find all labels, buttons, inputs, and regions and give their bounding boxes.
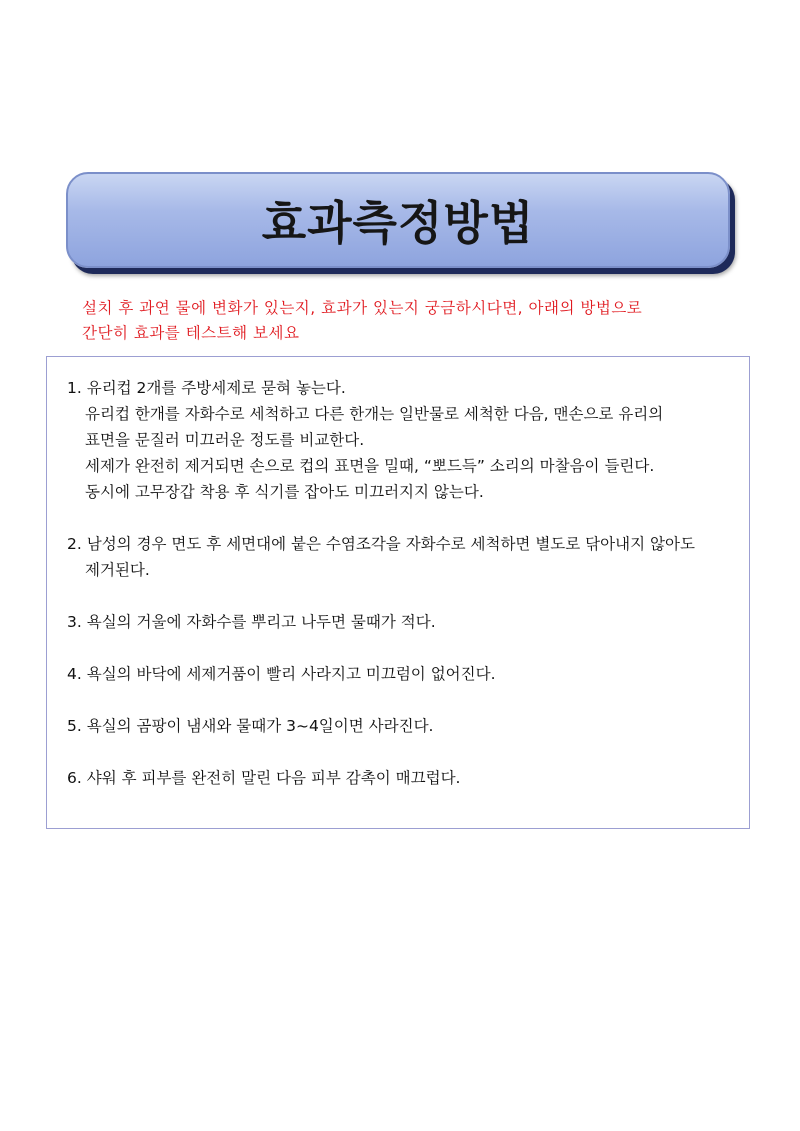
steps-box <box>46 356 750 829</box>
page-title: 효과측정방법 <box>261 196 535 250</box>
step-line: 6. 샤워 후 피부를 완전히 말린 다음 피부 감촉이 매끄럽다. <box>67 769 461 787</box>
step-5 <box>67 713 729 739</box>
intro-line-2: 간단히 효과를 테스트해 보세요 <box>82 324 300 342</box>
step-line: 세제가 완전히 제거되면 손으로 컵의 표면을 밀때, “뽀드득” 소리의 마찰음이 들린다. <box>85 457 655 475</box>
step-line: 제거된다. <box>85 561 150 579</box>
step-line: 1. 유리컵 2개를 주방세제로 묻혀 놓는다. <box>67 379 346 397</box>
step-line: 2. 남성의 경우 면도 후 세면대에 붙은 수염조각을 자화수로 세척하면 별도로 닦아내지 않아도 <box>67 535 695 553</box>
step-1 <box>67 375 729 505</box>
title-banner <box>66 172 730 268</box>
intro-text <box>82 296 722 346</box>
step-line: 동시에 고무장갑 착용 후 식기를 잡아도 미끄러지지 않는다. <box>85 483 484 501</box>
step-line: 3. 욕실의 거울에 자화수를 뿌리고 나두면 물때가 적다. <box>67 613 436 631</box>
step-2 <box>67 531 729 583</box>
step-6 <box>67 765 729 791</box>
step-line: 5. 욕실의 곰팡이 냄새와 물때가 3~4일이면 사라진다. <box>67 717 434 735</box>
step-line: 4. 욕실의 바닥에 세제거품이 빨리 사라지고 미끄럼이 없어진다. <box>67 665 496 683</box>
intro-line-1: 설치 후 과연 물에 변화가 있는지, 효과가 있는지 궁금하시다면, 아래의 방법으로 <box>82 299 643 317</box>
step-4 <box>67 661 729 687</box>
step-line: 표면을 문질러 미끄러운 정도를 비교한다. <box>85 431 365 449</box>
step-line: 유리컵 한개를 자화수로 세척하고 다른 한개는 일반물로 세척한 다음, 맨손으로 유리의 <box>85 405 664 423</box>
step-3 <box>67 609 729 635</box>
